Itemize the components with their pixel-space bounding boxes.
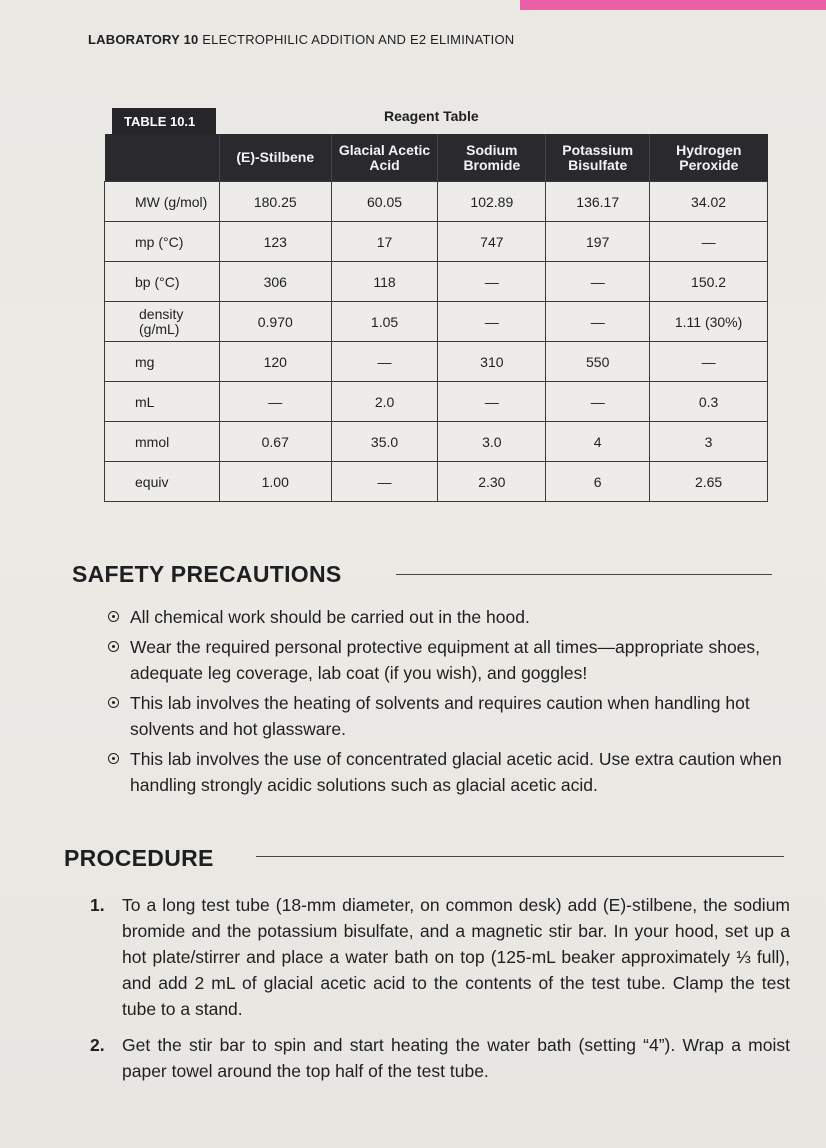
column-header: Sodium Bromide xyxy=(438,134,546,182)
procedure-heading-rule xyxy=(256,856,784,857)
step-number: 2. xyxy=(90,1035,105,1055)
table-cell: 17 xyxy=(331,222,438,262)
table-cell: 6 xyxy=(546,462,650,502)
table-cell: — xyxy=(331,342,438,382)
table-cell: 2.30 xyxy=(438,462,546,502)
table-cell: 35.0 xyxy=(331,422,438,462)
column-header: Glacial Acetic Acid xyxy=(331,134,438,182)
procedure-heading: PROCEDURE xyxy=(64,845,214,871)
table-cell: 0.3 xyxy=(650,382,768,422)
table-cell: — xyxy=(546,262,650,302)
table-cell: 310 xyxy=(438,342,546,382)
step-text: To a long test tube (18-mm diameter, on common desk) add (E)-stilbene, the sodium bromide and the potassium bisulfate, and a magnetic stir bar. In your hood, set up a hot plate/stirrer and place a water bath on top (125-mL beaker approximately ⅓ full), and add 2 mL of glacial acetic acid to the contents of the test tube. Clamp the test tube to a stand. xyxy=(122,895,790,1019)
table-cell: 34.02 xyxy=(650,182,768,222)
table-cell: 3 xyxy=(650,422,768,462)
procedure-step xyxy=(90,892,790,1022)
table-cell: — xyxy=(438,262,546,302)
row-label: mg xyxy=(105,342,220,382)
table-cell: — xyxy=(331,462,438,502)
table-cell: 4 xyxy=(546,422,650,462)
table-row xyxy=(105,422,768,462)
table-cell: 0.67 xyxy=(219,422,331,462)
table-row xyxy=(105,302,768,342)
lab-title: ELECTROPHILIC ADDITION AND E2 ELIMINATION xyxy=(202,32,515,47)
column-header: Hydrogen Peroxide xyxy=(650,134,768,182)
table-cell: 150.2 xyxy=(650,262,768,302)
safety-heading: SAFETY PRECAUTIONS xyxy=(72,561,342,587)
procedure-step xyxy=(90,1032,790,1084)
row-label: MW (g/mol) xyxy=(105,182,220,222)
step-number: 1. xyxy=(90,895,105,915)
header-blank xyxy=(105,134,220,182)
procedure-list xyxy=(90,892,790,1094)
column-header: (E)-Stilbene xyxy=(219,134,331,182)
table-cell: — xyxy=(546,302,650,342)
list-item xyxy=(108,746,788,798)
table-cell: 2.0 xyxy=(331,382,438,422)
safety-text: Wear the required personal protective equipment at all times—appropriate shoes, adequate leg coverage, lab coat (if you wish), and goggles! xyxy=(130,637,761,683)
step-text: Get the stir bar to spin and start heating the water bath (setting “4”). Wrap a moist paper towel around the top half of the test tube. xyxy=(122,1035,790,1081)
table-cell: 2.65 xyxy=(650,462,768,502)
table-cell: 102.89 xyxy=(438,182,546,222)
pink-page-edge xyxy=(520,0,826,10)
row-label: mL xyxy=(105,382,220,422)
table-cell: 1.11 (30%) xyxy=(650,302,768,342)
table-row xyxy=(105,222,768,262)
lab-number: LABORATORY 10 xyxy=(88,32,199,47)
row-label: mp (°C) xyxy=(105,222,220,262)
table-row xyxy=(105,462,768,502)
safety-list xyxy=(108,604,788,802)
table-cell: — xyxy=(438,302,546,342)
list-item xyxy=(108,604,788,630)
table-cell: 197 xyxy=(546,222,650,262)
table-cell: — xyxy=(650,222,768,262)
table-cell: 180.25 xyxy=(219,182,331,222)
table-cell: 306 xyxy=(219,262,331,302)
table-cell: — xyxy=(546,382,650,422)
table-cell: 60.05 xyxy=(331,182,438,222)
table-cell: — xyxy=(438,382,546,422)
row-label: bp (°C) xyxy=(105,262,220,302)
page-header xyxy=(88,32,514,47)
safety-text: All chemical work should be carried out in the hood. xyxy=(130,607,530,627)
table-cell: 1.05 xyxy=(331,302,438,342)
table-cell: 120 xyxy=(219,342,331,382)
bullet-icon xyxy=(108,611,119,622)
table-cell: — xyxy=(650,342,768,382)
table-cell: 0.970 xyxy=(219,302,331,342)
table-row xyxy=(105,382,768,422)
table-cell: 747 xyxy=(438,222,546,262)
table-number: TABLE 10.1 xyxy=(112,108,216,134)
row-label: mmol xyxy=(105,422,220,462)
bullet-icon xyxy=(108,697,119,708)
column-header: Potassium Bisulfate xyxy=(546,134,650,182)
table-cell: — xyxy=(219,382,331,422)
table-cell: 118 xyxy=(331,262,438,302)
table-row xyxy=(105,342,768,382)
table-caption: Reagent Table xyxy=(384,108,479,124)
reagent-table xyxy=(104,134,768,502)
safety-text: This lab involves the use of concentrated glacial acetic acid. Use extra caution when handling strongly acidic solutions such as glacial acetic acid. xyxy=(130,749,782,795)
table-cell: 123 xyxy=(219,222,331,262)
bullet-icon xyxy=(108,641,119,652)
list-item xyxy=(108,690,788,742)
table-cell: 136.17 xyxy=(546,182,650,222)
table-row xyxy=(105,262,768,302)
safety-text: This lab involves the heating of solvents and requires caution when handling hot solvents and hot glassware. xyxy=(130,693,750,739)
safety-heading-rule xyxy=(396,574,772,575)
bullet-icon xyxy=(108,753,119,764)
table-row xyxy=(105,182,768,222)
list-item xyxy=(108,634,788,686)
table-cell: 3.0 xyxy=(438,422,546,462)
table-cell: 550 xyxy=(546,342,650,382)
row-label: density (g/mL) xyxy=(105,302,220,342)
table-header-row xyxy=(105,134,768,182)
row-label: equiv xyxy=(105,462,220,502)
table-cell: 1.00 xyxy=(219,462,331,502)
